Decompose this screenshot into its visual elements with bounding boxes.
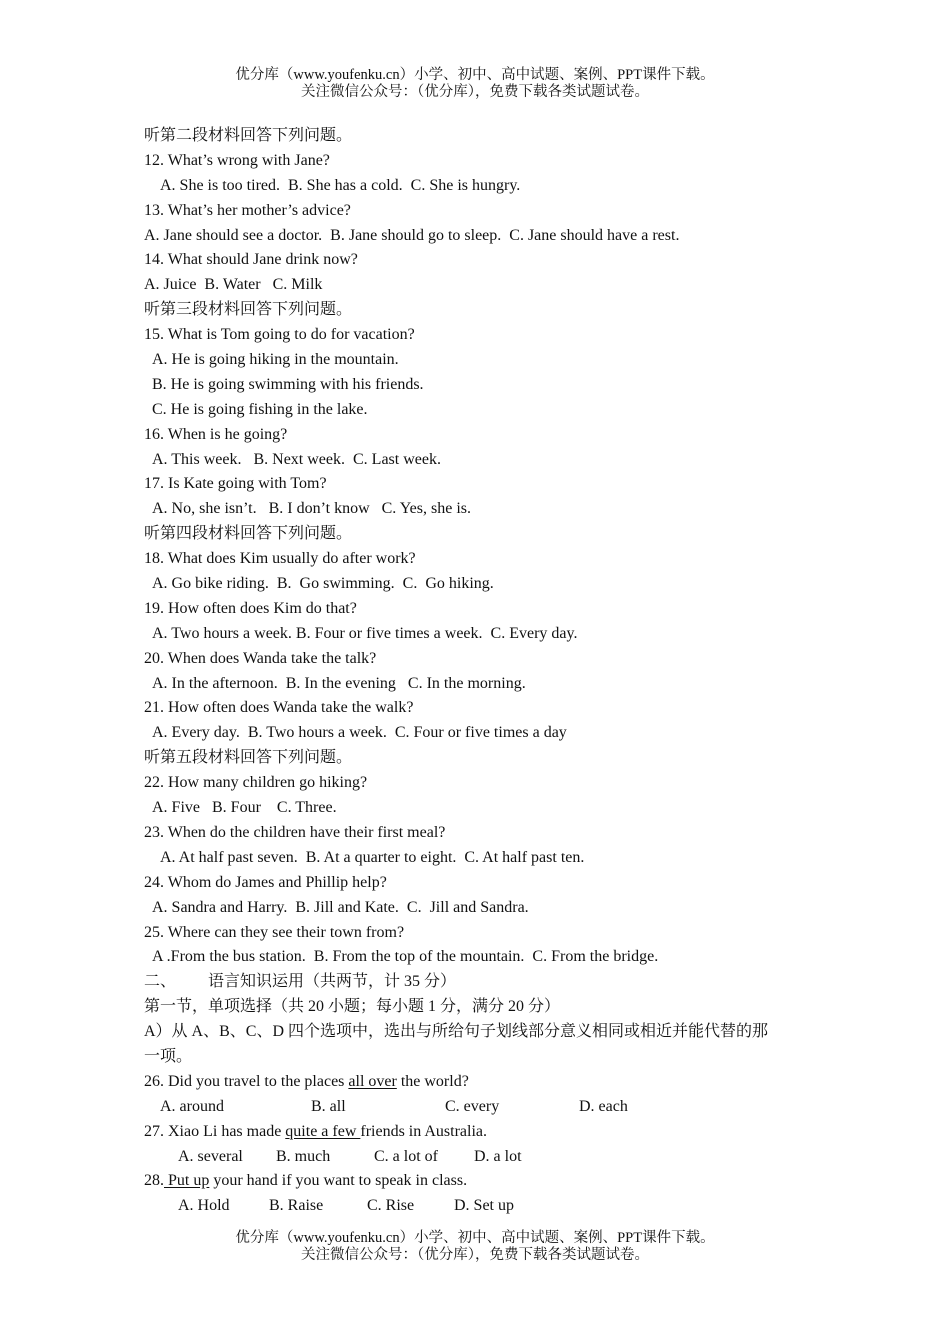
q26-underlined-phrase: all over — [348, 1072, 397, 1090]
q28-option-a: A. Hold — [178, 1197, 230, 1215]
text-line: 16. When is he going? — [144, 425, 288, 443]
text-line: 25. Where can they see their town from? — [144, 923, 405, 941]
text-line: 24. Whom do James and Phillip help? — [144, 873, 387, 891]
text-line: A. At half past seven. B. At a quarter to eight. C. At half past ten. — [160, 848, 585, 866]
q28-underlined-phrase: Put up — [164, 1172, 210, 1190]
q27-option-a: A. several — [178, 1147, 243, 1165]
page-header — [0, 67, 950, 101]
text-line: 17. Is Kate going with Tom? — [144, 475, 327, 493]
text-line: A. She is too tired. B. She has a cold. C. She is hungry. — [160, 176, 521, 194]
question-26 — [144, 1070, 814, 1095]
text-line: B. He is going swimming with his friends. — [152, 375, 424, 393]
header-line-2: 关注微信公众号：（优分库），免费下载各类试题试卷。 — [301, 84, 649, 100]
footer-line-2: 关注微信公众号：（优分库），免费下载各类试题试卷。 — [301, 1247, 649, 1263]
text-line: 15. What is Tom going to do for vacation? — [144, 326, 415, 344]
q27-text-after: friends in Australia. — [360, 1122, 488, 1140]
text-line: C. He is going fishing in the lake. — [152, 400, 368, 418]
exam-body — [144, 124, 814, 1219]
text-line: 听第三段材料回答下列问题。 — [144, 301, 353, 319]
q26-option-c: C. every — [445, 1097, 500, 1115]
text-line: 听第二段材料回答下列问题。 — [144, 127, 353, 144]
text-line: A. Two hours a week. B. Four or five times a week. C. Every day. — [152, 624, 578, 642]
text-line: A. Go bike riding. B. Go swimming. C. Go hiking. — [152, 575, 494, 593]
q26-text-after: the world? — [396, 1072, 469, 1090]
text-line: 一项。 — [144, 1047, 193, 1065]
text-line: A. Juice B. Water C. Milk — [144, 276, 323, 294]
q27-underlined-phrase: quite a few — [285, 1122, 361, 1140]
text-line: 听第五段材料回答下列问题。 — [144, 749, 353, 767]
text-line: A. No, she isn’t. B. I don’t know C. Yes, she is. — [152, 500, 471, 518]
text-line: A. Every day. B. Two hours a week. C. Four or five times a day — [152, 724, 567, 742]
q27-option-b: B. much — [276, 1147, 331, 1165]
footer-line-1: 优分库（www.youfenku.cn）小学、初中、高中试题、案例、PPT课件下载。 — [235, 1230, 715, 1246]
q28-option-b: B. Raise — [269, 1197, 324, 1215]
text-line: 22. How many children go hiking? — [144, 774, 368, 792]
q27-text-before: 27. Xiao Li has made — [144, 1122, 286, 1140]
question-28 — [144, 1169, 814, 1194]
text-line: 19. How often does Kim do that? — [144, 599, 357, 617]
q28-option-c: C. Rise — [367, 1197, 415, 1215]
text-line: 21. How often does Wanda take the walk? — [144, 699, 414, 717]
q28-text-after: your hand if you want to speak in class. — [209, 1172, 468, 1190]
q26-option-b: B. all — [311, 1097, 346, 1115]
header-line-1: 优分库（www.youfenku.cn）小学、初中、高中试题、案例、PPT课件下载。 — [235, 67, 715, 83]
text-line: 18. What does Kim usually do after work? — [144, 550, 416, 568]
text-line: A. He is going hiking in the mountain. — [152, 351, 399, 369]
text-line: 23. When do the children have their first meal? — [144, 823, 446, 841]
text-line: 14. What should Jane drink now? — [144, 251, 358, 269]
text-line: 二、 语言知识运用（共两节，计 35 分） — [144, 973, 457, 991]
text-line: 12. What’s wrong with Jane? — [144, 151, 330, 169]
text-line: 听第四段材料回答下列问题。 — [144, 525, 353, 543]
page-footer — [0, 1230, 950, 1264]
q26-option-d: D. each — [579, 1097, 628, 1115]
q27-options — [144, 1145, 814, 1170]
text-line: 13. What’s her mother’s advice? — [144, 201, 351, 219]
q28-options — [144, 1194, 814, 1219]
q26-options — [144, 1095, 814, 1120]
text-line: 20. When does Wanda take the talk? — [144, 649, 377, 667]
text-line: A .From the bus station. B. From the top of the mountain. C. From the bridge. — [152, 948, 659, 966]
q27-option-c: C. a lot of — [374, 1147, 438, 1165]
text-line: A. Jane should see a doctor. B. Jane should go to sleep. C. Jane should have a rest. — [144, 226, 680, 244]
q27-option-d: D. a lot — [474, 1147, 522, 1165]
text-line: A. In the afternoon. B. In the evening C. In the morning. — [152, 674, 526, 692]
text-line: 第一节，单项选择（共 20 小题；每小题 1 分，满分 20 分） — [144, 998, 561, 1016]
q26-option-a: A. around — [160, 1097, 224, 1115]
text-line: A. Five B. Four C. Three. — [152, 799, 337, 817]
q26-text-before: 26. Did you travel to the places — [144, 1072, 349, 1090]
text-line: A）从 A、B、C、D 四个选项中，选出与所给句子划线部分意义相同或相近并能代替的那 — [144, 1023, 769, 1041]
text-line: A. Sandra and Harry. B. Jill and Kate. C. Jill and Sandra. — [152, 898, 529, 916]
text-line: A. This week. B. Next week. C. Last week. — [152, 450, 441, 468]
question-27 — [144, 1120, 814, 1145]
q28-text-before: 28. — [144, 1172, 164, 1190]
q28-option-d: D. Set up — [454, 1197, 514, 1215]
question-lines — [144, 124, 814, 1070]
